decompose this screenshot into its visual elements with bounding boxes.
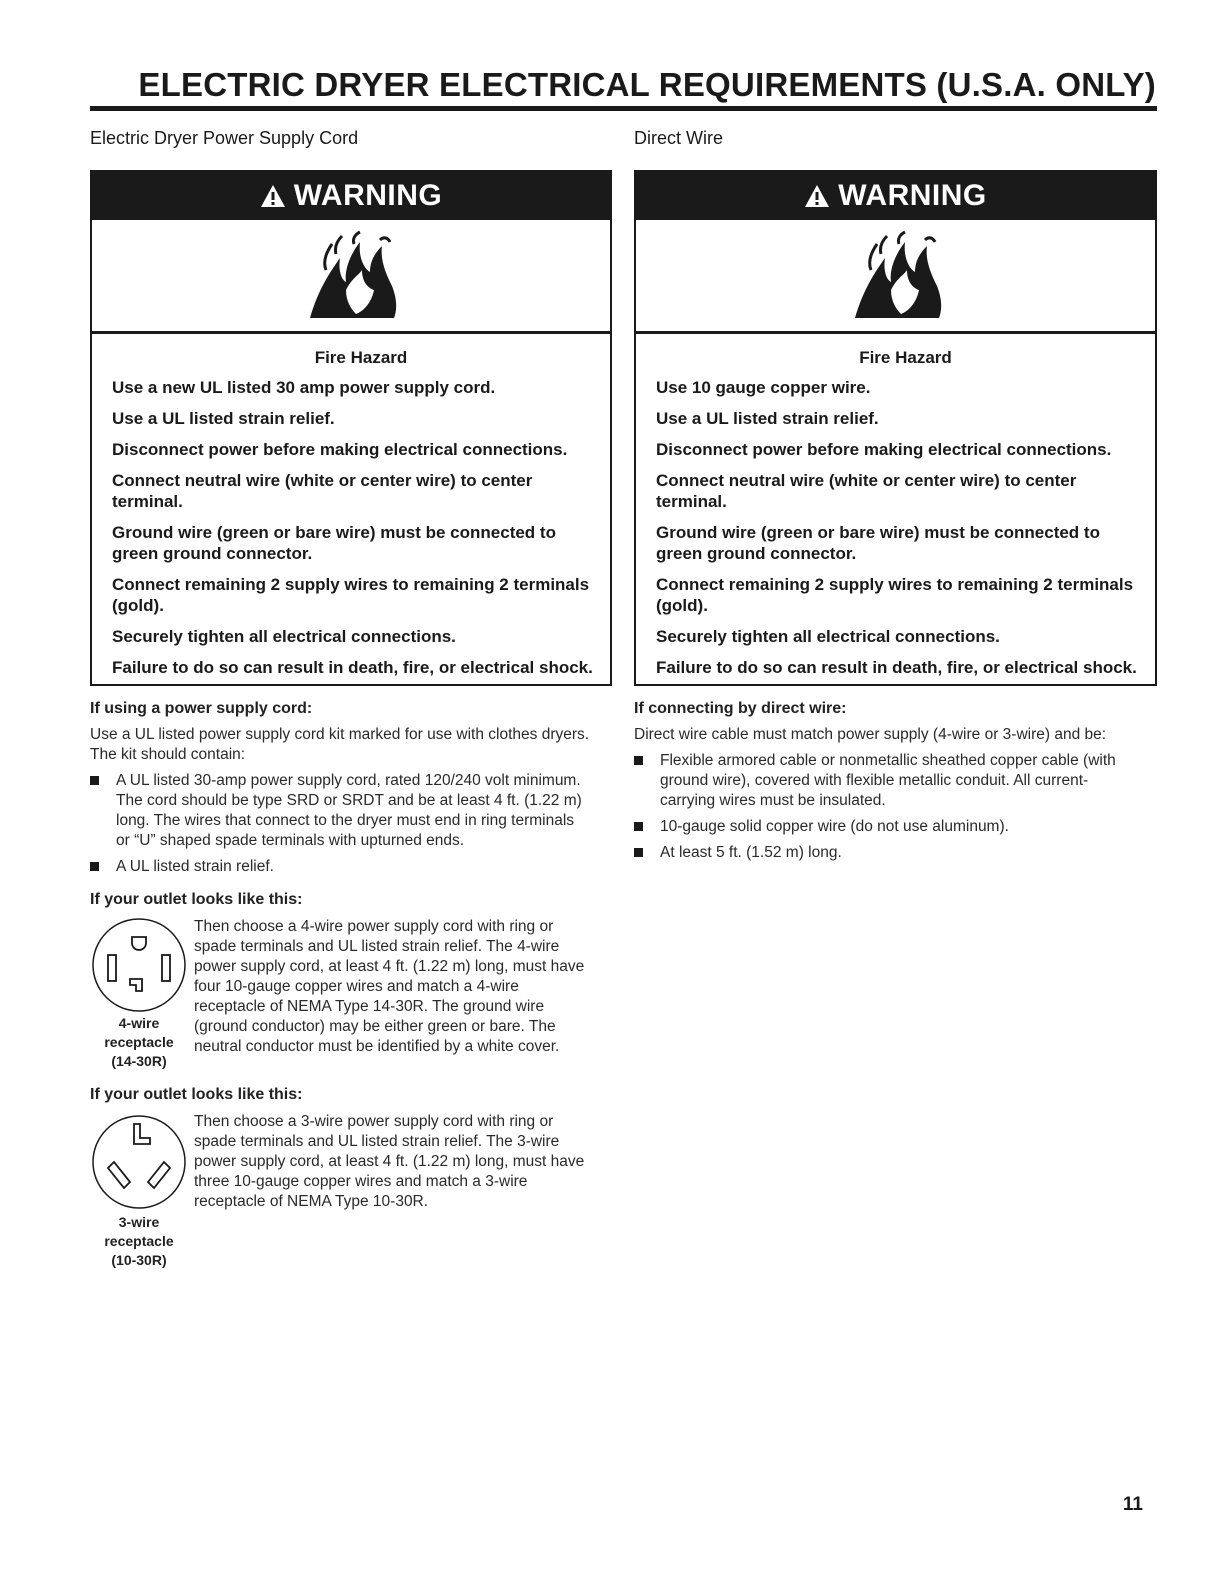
3-wire-receptacle-icon	[90, 1112, 188, 1212]
warning-line: Securely tighten all electrical connections.	[656, 627, 1000, 646]
warning-line: Ground wire (green or bare wire) must be connected to green ground connector.	[112, 523, 556, 563]
warning-line: Use a UL listed strain relief.	[112, 409, 335, 428]
right-column	[634, 128, 1157, 869]
outlet-4wire-text: Then choose a 4-wire power supply cord with ring or spade terminals and UL listed strain relief. The 4-wire power supply cord, at least 4 ft. (1.22 m) long, must have four 10-gauge copper wires and match a 4-wire receptacle of NEMA Type 14-30R. The ground wire (ground conductor) may be either green or bare. The neutral conductor must be identified by a white cover.	[194, 918, 585, 1055]
fire-hazard-symbol-area	[636, 220, 1155, 334]
list-item-text: A UL listed 30-amp power supply cord, rated 120/240 volt minimum. The cord should be type SRD or SRDT and be at least 4 ft. (1.22 m) long. The wires that connect to the dryer must end in ring terminals or “U” shaped spade terminals with upturned ends.	[116, 772, 582, 849]
hazard-title: Fire Hazard	[859, 348, 952, 367]
list-item-text: Flexible armored cable or nonmetallic sheathed copper cable (with ground wire), covered with flexible metallic conduit. All current-carrying wires must be insulated.	[660, 752, 1116, 809]
cord-bullet-list	[90, 771, 612, 877]
direct-wire-bullet-list	[634, 751, 1157, 863]
outlet-4wire-figure	[90, 917, 188, 1070]
hazard-title: Fire Hazard	[314, 348, 408, 367]
caption-line: receptacle	[104, 1233, 174, 1249]
warning-body	[92, 334, 610, 678]
outlet-4wire-heading: If your outlet looks like this:	[90, 891, 303, 908]
outlet-3wire-text: Then choose a 3-wire power supply cord with ring or spade terminals and UL listed strain relief. The 3-wire power supply cord, at least 4 ft. (1.22 m) long, must have three 10-gauge copper wires and match a 3-wire receptacle of NEMA Type 10-30R.	[194, 1113, 585, 1210]
warning-line: Use a UL listed strain relief.	[656, 409, 879, 428]
fire-icon	[296, 230, 406, 322]
list-item	[634, 843, 1157, 863]
bullet-square-icon	[634, 848, 643, 857]
warning-line: Securely tighten all electrical connections.	[112, 627, 456, 646]
outlet-4wire-row	[90, 917, 612, 1070]
fire-hazard-symbol-area	[92, 220, 610, 334]
warning-triangle-icon	[804, 184, 830, 208]
warning-line: Failure to do so can result in death, fire, or electrical shock.	[112, 658, 593, 677]
list-item	[634, 751, 1157, 811]
warning-box-direct-wire	[634, 170, 1157, 686]
bullet-square-icon	[90, 862, 99, 871]
warning-line: Connect remaining 2 supply wires to remaining 2 terminals (gold).	[112, 575, 590, 615]
list-item-text: At least 5 ft. (1.52 m) long.	[660, 844, 842, 861]
caption-line: 3-wire	[118, 1214, 160, 1230]
list-item-text: A UL listed strain relief.	[116, 858, 274, 875]
warning-header	[92, 172, 610, 220]
fire-icon	[841, 230, 951, 322]
cord-intro: Use a UL listed power supply cord kit marked for use with clothes dryers. The kit should contain:	[90, 726, 590, 763]
warning-label: WARNING	[838, 179, 987, 212]
4-wire-receptacle-icon	[90, 917, 188, 1013]
warning-header	[636, 172, 1155, 220]
section-heading-power-cord: Electric Dryer Power Supply Cord	[90, 128, 359, 148]
outlet-3wire-figure	[90, 1112, 188, 1269]
page-title: ELECTRIC DRYER ELECTRICAL REQUIREMENTS (U.S.A. ONLY)	[138, 66, 1156, 103]
warning-line: Connect neutral wire (white or center wire) to center terminal.	[112, 471, 533, 511]
warning-line: Use 10 gauge copper wire.	[656, 378, 871, 397]
caption-line: 4-wire	[118, 1015, 160, 1031]
warning-label: WARNING	[293, 179, 443, 212]
warning-line: Connect neutral wire (white or center wire) to center terminal.	[656, 471, 1077, 511]
list-item	[90, 857, 612, 877]
bullet-square-icon	[90, 776, 99, 785]
caption-line: (10-30R)	[111, 1252, 167, 1268]
caption-line: receptacle	[104, 1034, 174, 1050]
list-item-text: 10-gauge solid copper wire (do not use aluminum).	[660, 818, 1009, 835]
bullet-square-icon	[634, 756, 643, 765]
page-number: 11	[1122, 1494, 1143, 1515]
cord-subheading: If using a power supply cord:	[90, 700, 313, 717]
list-item	[90, 771, 612, 851]
outlet-3wire-row	[90, 1112, 612, 1269]
left-column	[90, 128, 612, 1269]
warning-line: Ground wire (green or bare wire) must be connected to green ground connector.	[656, 523, 1100, 563]
warning-line: Disconnect power before making electrical connections.	[656, 440, 1112, 459]
warning-triangle-icon	[260, 184, 286, 208]
title-rule	[90, 106, 1157, 111]
caption-line: (14-30R)	[111, 1053, 167, 1069]
bullet-square-icon	[634, 822, 643, 831]
direct-wire-subheading: If connecting by direct wire:	[634, 700, 847, 717]
list-item	[634, 817, 1157, 837]
warning-line: Use a new UL listed 30 amp power supply cord.	[112, 378, 496, 397]
section-heading-direct-wire: Direct Wire	[634, 128, 723, 148]
warning-line: Disconnect power before making electrical connections.	[112, 440, 568, 459]
warning-line: Connect remaining 2 supply wires to remaining 2 terminals (gold).	[656, 575, 1134, 615]
warning-box-power-cord	[90, 170, 612, 686]
warning-line: Failure to do so can result in death, fire, or electrical shock.	[656, 658, 1137, 677]
warning-body	[636, 334, 1155, 678]
direct-wire-intro: Direct wire cable must match power supply (4-wire or 3-wire) and be:	[634, 726, 1107, 743]
outlet-3wire-heading: If your outlet looks like this:	[90, 1086, 303, 1103]
